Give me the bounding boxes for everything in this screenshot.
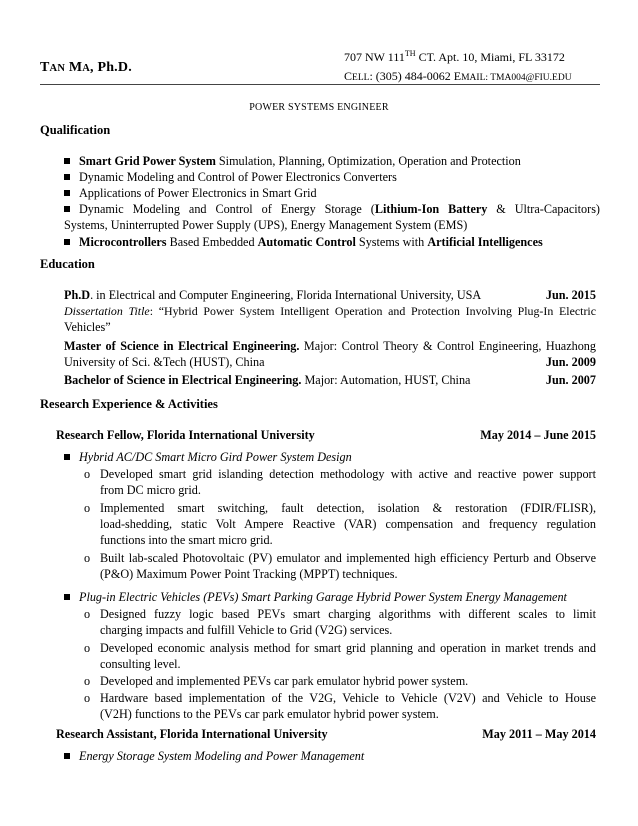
contact-block	[344, 44, 572, 88]
qualification-item: Smart Grid Power System Simulation, Planning, Optimization, Operation and Protection	[64, 153, 600, 169]
job-role-title: POWER SYSTEMS ENGINEER	[249, 102, 389, 113]
dissertation-line: Dissertation Title: “Hybrid Power System Intelligent Operation and Protection Involving Plug-In Electric	[64, 304, 596, 318]
bullet-square-icon	[64, 158, 70, 164]
address-line: 707 NW 111TH CT. Apt. 10, Miami, FL 33172	[344, 49, 565, 64]
bullet-square-icon	[64, 174, 70, 180]
dissertation-line-continued: Vehicles”	[64, 320, 111, 334]
education-phd: Ph.D. in Electrical and Computer Engineering, Florida International University, USA Jun. 2015	[64, 288, 596, 302]
bullet-square-icon	[64, 239, 70, 245]
qualification-item: Dynamic Modeling and Control of Energy Storage (Lithium-Ion Battery & Ultra-Capacitors)	[64, 201, 600, 217]
phone-email-line: CELL: (305) 484-0062 EMAIL: TMA004@FIU.EDU	[344, 69, 572, 83]
project-detail: o Developed economic analysis method for smart grid planning and operation in market trends and	[84, 641, 596, 655]
project-detail: o Developed smart grid islanding detection methodology with active and reactive power support	[84, 467, 596, 481]
project-detail: o Hardware based implementation of the V2G, Vehicle to Vehicle (V2V) and Vehicle to House	[84, 691, 596, 705]
job-research-assistant: Research Assistant, Florida International University May 2011 – May 2014	[56, 727, 596, 741]
qualification-item: Microcontrollers Based Embedded Automatic Control Systems with Artificial Intelligences	[64, 234, 600, 250]
project-item: Energy Storage System Modeling and Power Management	[64, 748, 596, 764]
education-heading: Education	[40, 257, 95, 271]
research-heading: Research Experience & Activities	[40, 397, 218, 411]
education-ms: Master of Science in Electrical Engineering. Major: Control Theory & Control Engineering, Huazhong	[64, 339, 596, 353]
project-detail-continued: consulting level.	[100, 657, 181, 671]
project-detail-continued: charging impacts and fulfill Vehicle to Grid (V2G) services.	[100, 623, 393, 637]
candidate-name: TAN MA, Ph.D.	[40, 60, 132, 75]
job-research-fellow: Research Fellow, Florida International University May 2014 – June 2015	[56, 428, 596, 442]
qualification-heading: Qualification	[40, 123, 111, 137]
education-ms-continued: University of Sci. &Tech (HUST), China Jun. 2009	[64, 355, 596, 369]
qualification-item-continued: Systems, Uninterrupted Power Supply (UPS), Energy Management System (EMS)	[64, 218, 468, 232]
header-divider	[40, 84, 600, 85]
bullet-square-icon	[64, 454, 70, 460]
project-item: Plug-in Electric Vehicles (PEVs) Smart Parking Garage Hybrid Power System Energy Management	[64, 589, 596, 605]
qualification-item: Dynamic Modeling and Control of Power Electronics Converters	[64, 169, 600, 185]
project-detail-continued: from DC micro grid.	[100, 483, 201, 497]
project-detail: o Developed and implemented PEVs car park emulator hybrid power system.	[84, 674, 469, 688]
project-item: Hybrid AC/DC Smart Micro Gird Power System Design	[64, 449, 596, 465]
project-detail: o Built lab-scaled Photovoltaic (PV) emulator and implemented high efficiency Perturb and Observe	[84, 551, 596, 565]
project-detail-continued: functions into the smart micro grid.	[100, 533, 273, 547]
bullet-square-icon	[64, 753, 70, 759]
qualification-item: Applications of Power Electronics in Smart Grid	[64, 185, 600, 201]
project-detail-continued: (V2H) functions to the PEVs car park emulator hybrid power system.	[100, 707, 439, 721]
project-detail-continued: (P&O) Maximum Power Point Tracking (MPPT) techniques.	[100, 567, 398, 581]
project-detail: o Designed fuzzy logic based PEVs smart charging algorithms with different scales to limit	[84, 607, 596, 621]
bullet-square-icon	[64, 594, 70, 600]
bullet-square-icon	[64, 190, 70, 196]
project-detail: o Implemented smart switching, fault detection, isolation & restoration (FDIR/FLISR),	[84, 501, 596, 515]
education-bs: Bachelor of Science in Electrical Engineering. Major: Automation, HUST, China Jun. 2007	[64, 373, 596, 387]
bullet-square-icon	[64, 206, 70, 212]
project-detail-continued: load-shedding, static Volt Ampere Reactive (VAR) compensation and frequency regulation	[100, 517, 596, 531]
